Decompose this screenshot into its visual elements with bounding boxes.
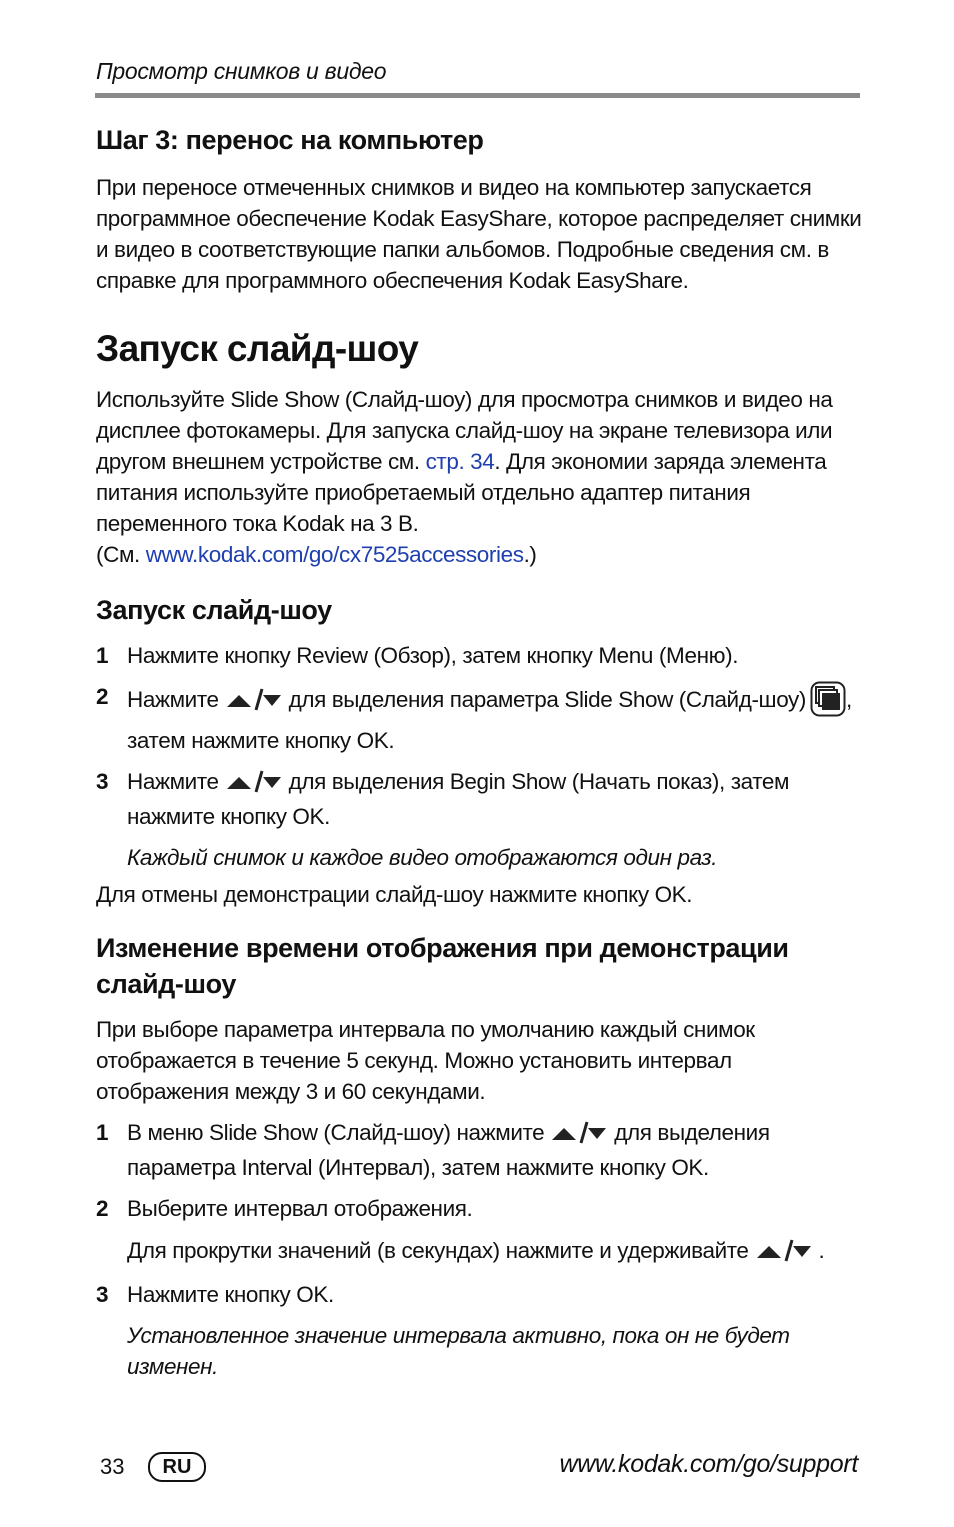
list-item xyxy=(96,640,866,671)
page-link[interactable]: стр. 34 xyxy=(425,449,495,474)
up-down-arrow-icon xyxy=(225,769,283,801)
start-heading: Запуск слайд-шоу xyxy=(96,595,332,625)
step-text: Нажмите xyxy=(127,769,219,794)
support-url[interactable]: www.kodak.com/go/support xyxy=(559,1450,858,1478)
up-down-arrow-icon xyxy=(755,1238,813,1270)
start-steps xyxy=(96,640,866,832)
page-number: 33 xyxy=(100,1454,125,1479)
step-text: затем нажмите кнопку OK. xyxy=(127,728,395,753)
intro-text-2: . Для экономии заряда элемента питания используйте приобретаемый отдельно адаптер питания переменного тока Kodak на 3 В. xyxy=(96,449,827,536)
cancel-text: Для отмены демонстрации слайд-шоу нажмите кнопку OK. xyxy=(96,882,693,907)
step-number: 1 xyxy=(96,1120,109,1145)
page-content xyxy=(96,122,866,1382)
list-item xyxy=(96,1117,866,1183)
header-rule xyxy=(95,93,860,98)
see-suffix: .) xyxy=(523,542,537,567)
slideshow-intro xyxy=(96,384,866,570)
step3-body: При переносе отмеченных снимков и видео на компьютер запускается программное обеспечение Kodak EasyShare, которое распределяет снимки и видео в соответствующие папки альбомов. Подробные сведения см. в справке для программного обеспечения Kodak EasyShare. xyxy=(96,175,862,293)
slideshow-icon xyxy=(810,681,846,725)
running-header: Просмотр снимков и видео xyxy=(96,58,387,84)
step-text: Нажмите кнопку Review (Обзор), затем кнопку Menu (Меню). xyxy=(127,643,739,668)
interval-steps-cont xyxy=(96,1279,866,1310)
step-text: для выделения Begin Show (Начать показ), затем xyxy=(288,769,790,794)
step-text: для выделения xyxy=(614,1120,770,1145)
list-item xyxy=(96,1193,866,1224)
step-text: В меню Slide Show (Слайд-шоу) нажмите xyxy=(127,1120,545,1145)
step-text: , xyxy=(846,687,852,712)
step-number: 3 xyxy=(96,1282,109,1307)
list-item xyxy=(96,1279,866,1310)
list-item xyxy=(96,681,866,756)
step-number: 3 xyxy=(96,769,109,794)
step-text: Выберите интервал отображения. xyxy=(127,1196,473,1221)
list-item xyxy=(96,766,866,832)
scroll-tail: . xyxy=(818,1238,825,1263)
scroll-instruction xyxy=(96,1235,866,1270)
start-note: Каждый снимок и каждое видео отображаются один раз. xyxy=(127,845,718,870)
step-text: параметра Interval (Интервал), затем нажмите кнопку OK. xyxy=(127,1155,709,1180)
up-down-arrow-icon xyxy=(550,1120,608,1152)
interval-body: При выборе параметра интервала по умолчанию каждый снимок отображается в течение 5 секунд. Можно установить интервал отображения между 3 и 60 секундами. xyxy=(96,1017,755,1104)
step-number: 1 xyxy=(96,643,109,668)
step-text: Нажмите кнопку OK. xyxy=(127,1282,334,1307)
interval-steps xyxy=(96,1117,866,1224)
interval-note: Установленное значение интервала активно, пока он не будет изменен. xyxy=(127,1323,790,1379)
up-down-arrow-icon xyxy=(225,687,283,719)
accessories-link[interactable]: www.kodak.com/go/cx7525accessories xyxy=(145,542,524,567)
see-prefix: (См. xyxy=(96,542,146,567)
slideshow-title: Запуск слайд-шоу xyxy=(96,328,419,369)
language-badge: RU xyxy=(148,1452,206,1482)
step-number: 2 xyxy=(96,1196,109,1221)
step-text: для выделения параметра Slide Show (Слайд-шоу) xyxy=(288,687,806,712)
scroll-text: Для прокрутки значений (в секундах) нажмите и удерживайте xyxy=(127,1238,749,1263)
step3-heading: Шаг 3: перенос на компьютер xyxy=(96,125,484,155)
step-text: Нажмите xyxy=(127,687,219,712)
intro-text-1: Используйте Slide Show (Слайд-шоу) для просмотра снимков и видео на дисплее фотокамеры. Для запуска слайд-шоу на экране телевизора или другом внешнем устройстве см. xyxy=(96,387,833,474)
step-text: нажмите кнопку OK. xyxy=(127,804,330,829)
interval-heading: Изменение времени отображения при демонстрации слайд-шоу xyxy=(96,933,789,999)
step-number: 2 xyxy=(96,684,109,709)
